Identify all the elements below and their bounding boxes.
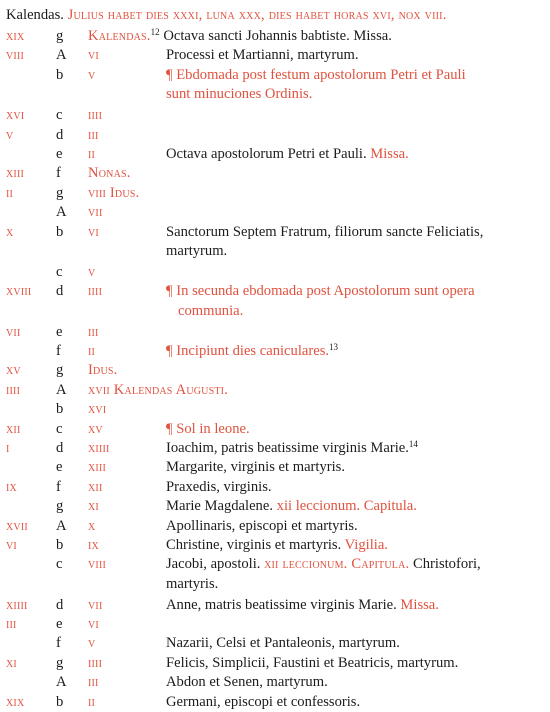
feast-entry bbox=[166, 439, 532, 458]
dominical-letter: f bbox=[56, 635, 61, 652]
footnote-marker: 13 bbox=[329, 341, 339, 352]
golden-number: xix bbox=[6, 28, 25, 44]
golden-number: xiiii bbox=[6, 596, 28, 613]
rubric-line-2: communia. bbox=[178, 302, 244, 319]
feast-entry bbox=[166, 342, 532, 361]
feast-entry bbox=[166, 517, 532, 536]
day-count: iii bbox=[88, 126, 99, 143]
feast-text: Margarite, virginis et martyris. bbox=[166, 459, 346, 476]
feast-entry bbox=[166, 66, 532, 105]
month-header bbox=[6, 6, 447, 25]
day-count: iiii bbox=[88, 654, 103, 671]
feast-entry bbox=[166, 145, 532, 164]
feast-text: Germani, episcopi et confessoris. bbox=[166, 693, 361, 710]
day-heading: Idus. bbox=[88, 362, 118, 379]
dominical-letter: f bbox=[56, 478, 61, 495]
dominical-letter: c bbox=[56, 107, 63, 124]
day-count: ii bbox=[88, 693, 96, 710]
feast-entry bbox=[166, 458, 532, 477]
golden-number: v bbox=[6, 126, 14, 143]
rubric-text: Missa. bbox=[400, 596, 439, 613]
golden-number: i bbox=[6, 439, 10, 456]
dominical-letter: d bbox=[56, 126, 64, 143]
dominical-letter: e bbox=[56, 145, 63, 162]
day-count: xvi bbox=[88, 401, 107, 418]
day-count: vi bbox=[88, 223, 99, 240]
feast-entry bbox=[166, 536, 532, 555]
dominical-letter: d bbox=[56, 283, 64, 300]
rubric-line-1: ¶ Ebdomada post festum apostolorum Petri et Pauli bbox=[166, 66, 466, 83]
feast-text: Apollinaris, episcopi et martyris. bbox=[166, 517, 358, 534]
rubric-line-2: sunt minuciones Ordinis. bbox=[166, 86, 313, 103]
feast-entry bbox=[166, 497, 532, 516]
dominical-letter: A bbox=[56, 517, 67, 534]
dominical-letter: g bbox=[56, 498, 64, 515]
golden-number: xi bbox=[6, 654, 17, 671]
footnote-marker: 12 bbox=[150, 27, 160, 37]
feast-entry bbox=[166, 654, 532, 673]
day-count: vi bbox=[88, 47, 99, 64]
feast-text: Marie Magdalene. bbox=[166, 498, 273, 515]
golden-number: vii bbox=[6, 323, 21, 340]
kalendas-label: Kalendas. bbox=[6, 7, 64, 23]
day-count: v bbox=[88, 263, 96, 280]
golden-number: iii bbox=[6, 616, 17, 632]
golden-number: xii bbox=[6, 420, 21, 437]
day-count: iiii bbox=[88, 107, 103, 124]
day-count: xv bbox=[88, 420, 103, 437]
dominical-letter: c bbox=[56, 263, 63, 280]
rubric-text: xii leccionum. Capitula. bbox=[264, 556, 410, 573]
golden-number: xix bbox=[6, 693, 25, 710]
dominical-letter: e bbox=[56, 616, 63, 632]
day-count: ii bbox=[88, 342, 96, 359]
dominical-letter: b bbox=[56, 223, 64, 240]
day-count: x bbox=[88, 517, 96, 534]
golden-number: xiii bbox=[6, 165, 25, 182]
day-count: xiii bbox=[88, 459, 107, 476]
feast-text: Nazarii, Celsi et Pantaleonis, martyrum. bbox=[166, 635, 400, 652]
month-rubric: Julius habet dies xxxi, luna xxx, dies habet horas xvi, nox viii. bbox=[67, 7, 447, 23]
day-heading: xvii Kalendas Augusti. bbox=[88, 381, 229, 398]
golden-number: iiii bbox=[6, 381, 21, 398]
feast-entry bbox=[166, 282, 532, 321]
golden-number: ii bbox=[6, 184, 14, 201]
day-count: ii bbox=[88, 145, 96, 162]
golden-number: x bbox=[6, 223, 14, 240]
dominical-letter: b bbox=[56, 401, 64, 418]
feast-text: Christofori, bbox=[413, 556, 481, 573]
day-count: v bbox=[88, 66, 96, 83]
dominical-letter: f bbox=[56, 165, 61, 182]
day-heading: viii Idus. bbox=[88, 184, 140, 201]
feast-entry bbox=[166, 478, 532, 497]
feast-entry bbox=[166, 596, 532, 615]
golden-number: xviii bbox=[6, 283, 32, 300]
golden-number: xvi bbox=[6, 107, 25, 124]
feast-text: Abdon et Senen, martyrum. bbox=[166, 674, 328, 691]
day-count: xiiii bbox=[88, 439, 110, 456]
day-count: xii bbox=[88, 478, 103, 495]
day-heading: Kalendas. bbox=[88, 28, 151, 44]
day-count: iii bbox=[88, 323, 99, 340]
golden-number: ix bbox=[6, 478, 17, 495]
feast-line-1: Sanctorum Septem Fratrum, filiorum sancte Feliciatis, bbox=[166, 223, 484, 240]
dominical-letter: g bbox=[56, 362, 64, 379]
feast-text: Processi et Martianni, martyrum. bbox=[166, 47, 359, 64]
dominical-letter: f bbox=[56, 342, 61, 359]
dominical-letter: c bbox=[56, 420, 63, 437]
dominical-letter: e bbox=[56, 459, 63, 476]
feast-entry bbox=[166, 46, 532, 65]
day-count: ix bbox=[88, 536, 99, 553]
rubric-text: ¶ Sol in leone. bbox=[166, 420, 250, 437]
feast-text: Ioachim, patris beatissime virginis Marie. bbox=[166, 439, 409, 456]
dominical-letter: A bbox=[56, 674, 67, 691]
feast-text: Jacobi, apostoli. bbox=[166, 556, 261, 573]
feast-line-2: martyris. bbox=[166, 575, 219, 592]
feast-text: Felicis, Simplicii, Faustini et Beatricis, martyrum. bbox=[166, 654, 459, 671]
dominical-letter: A bbox=[56, 204, 67, 221]
day-count: iii bbox=[88, 674, 99, 691]
day-count: iiii bbox=[88, 283, 103, 300]
feast-entry bbox=[166, 555, 532, 594]
day-count: vii bbox=[88, 204, 103, 221]
dominical-letter: g bbox=[56, 654, 64, 671]
feast-text: Christine, virginis et martyris. bbox=[166, 536, 342, 553]
feast-text: Anne, matris beatissime virginis Marie. bbox=[166, 596, 397, 613]
day-count: viii bbox=[88, 556, 107, 573]
rubric-text: Vigilia. bbox=[344, 536, 388, 553]
dominical-letter: b bbox=[56, 536, 64, 553]
day-heading: Nonas. bbox=[88, 165, 131, 182]
dominical-letter: A bbox=[56, 381, 67, 398]
rubric-text: xii leccionum. Capitula. bbox=[276, 498, 417, 515]
day-heading-with-note bbox=[88, 27, 392, 46]
feast-text: Octava apostolorum Petri et Pauli. bbox=[166, 145, 367, 162]
day-count: v bbox=[88, 635, 96, 652]
dominical-letter: d bbox=[56, 596, 64, 613]
feast-text: Praxedis, virginis. bbox=[166, 478, 272, 495]
dominical-letter: b bbox=[56, 693, 64, 710]
day-count: xi bbox=[88, 498, 99, 515]
golden-number: xvii bbox=[6, 517, 28, 534]
golden-number: viii bbox=[6, 47, 25, 64]
dominical-letter: e bbox=[56, 323, 63, 340]
day-count: vi bbox=[88, 616, 99, 632]
feast-entry bbox=[166, 634, 532, 653]
footnote-marker: 14 bbox=[408, 438, 418, 449]
dominical-letter: b bbox=[56, 66, 64, 83]
dominical-letter: A bbox=[56, 47, 67, 64]
golden-number: xv bbox=[6, 362, 21, 379]
dominical-letter: d bbox=[56, 439, 64, 456]
feast-line-2: martyrum. bbox=[166, 242, 228, 259]
dominical-letter: g bbox=[56, 28, 64, 44]
feast-entry bbox=[166, 693, 532, 712]
golden-number: vi bbox=[6, 536, 17, 553]
rubric-text: ¶ Incipiunt dies caniculares. bbox=[166, 342, 330, 359]
feast-entry bbox=[166, 223, 532, 262]
feast-entry bbox=[166, 673, 532, 692]
feast-text: Octava sancti Johannis babtiste. Missa. bbox=[163, 28, 392, 44]
rubric-line-1: ¶ In secunda ebdomada post Apostolorum sunt opera bbox=[166, 283, 475, 300]
dominical-letter: c bbox=[56, 556, 63, 573]
dominical-letter: g bbox=[56, 184, 64, 201]
day-count: vii bbox=[88, 596, 103, 613]
rubric-text: Missa. bbox=[370, 145, 409, 162]
feast-entry bbox=[166, 420, 532, 439]
